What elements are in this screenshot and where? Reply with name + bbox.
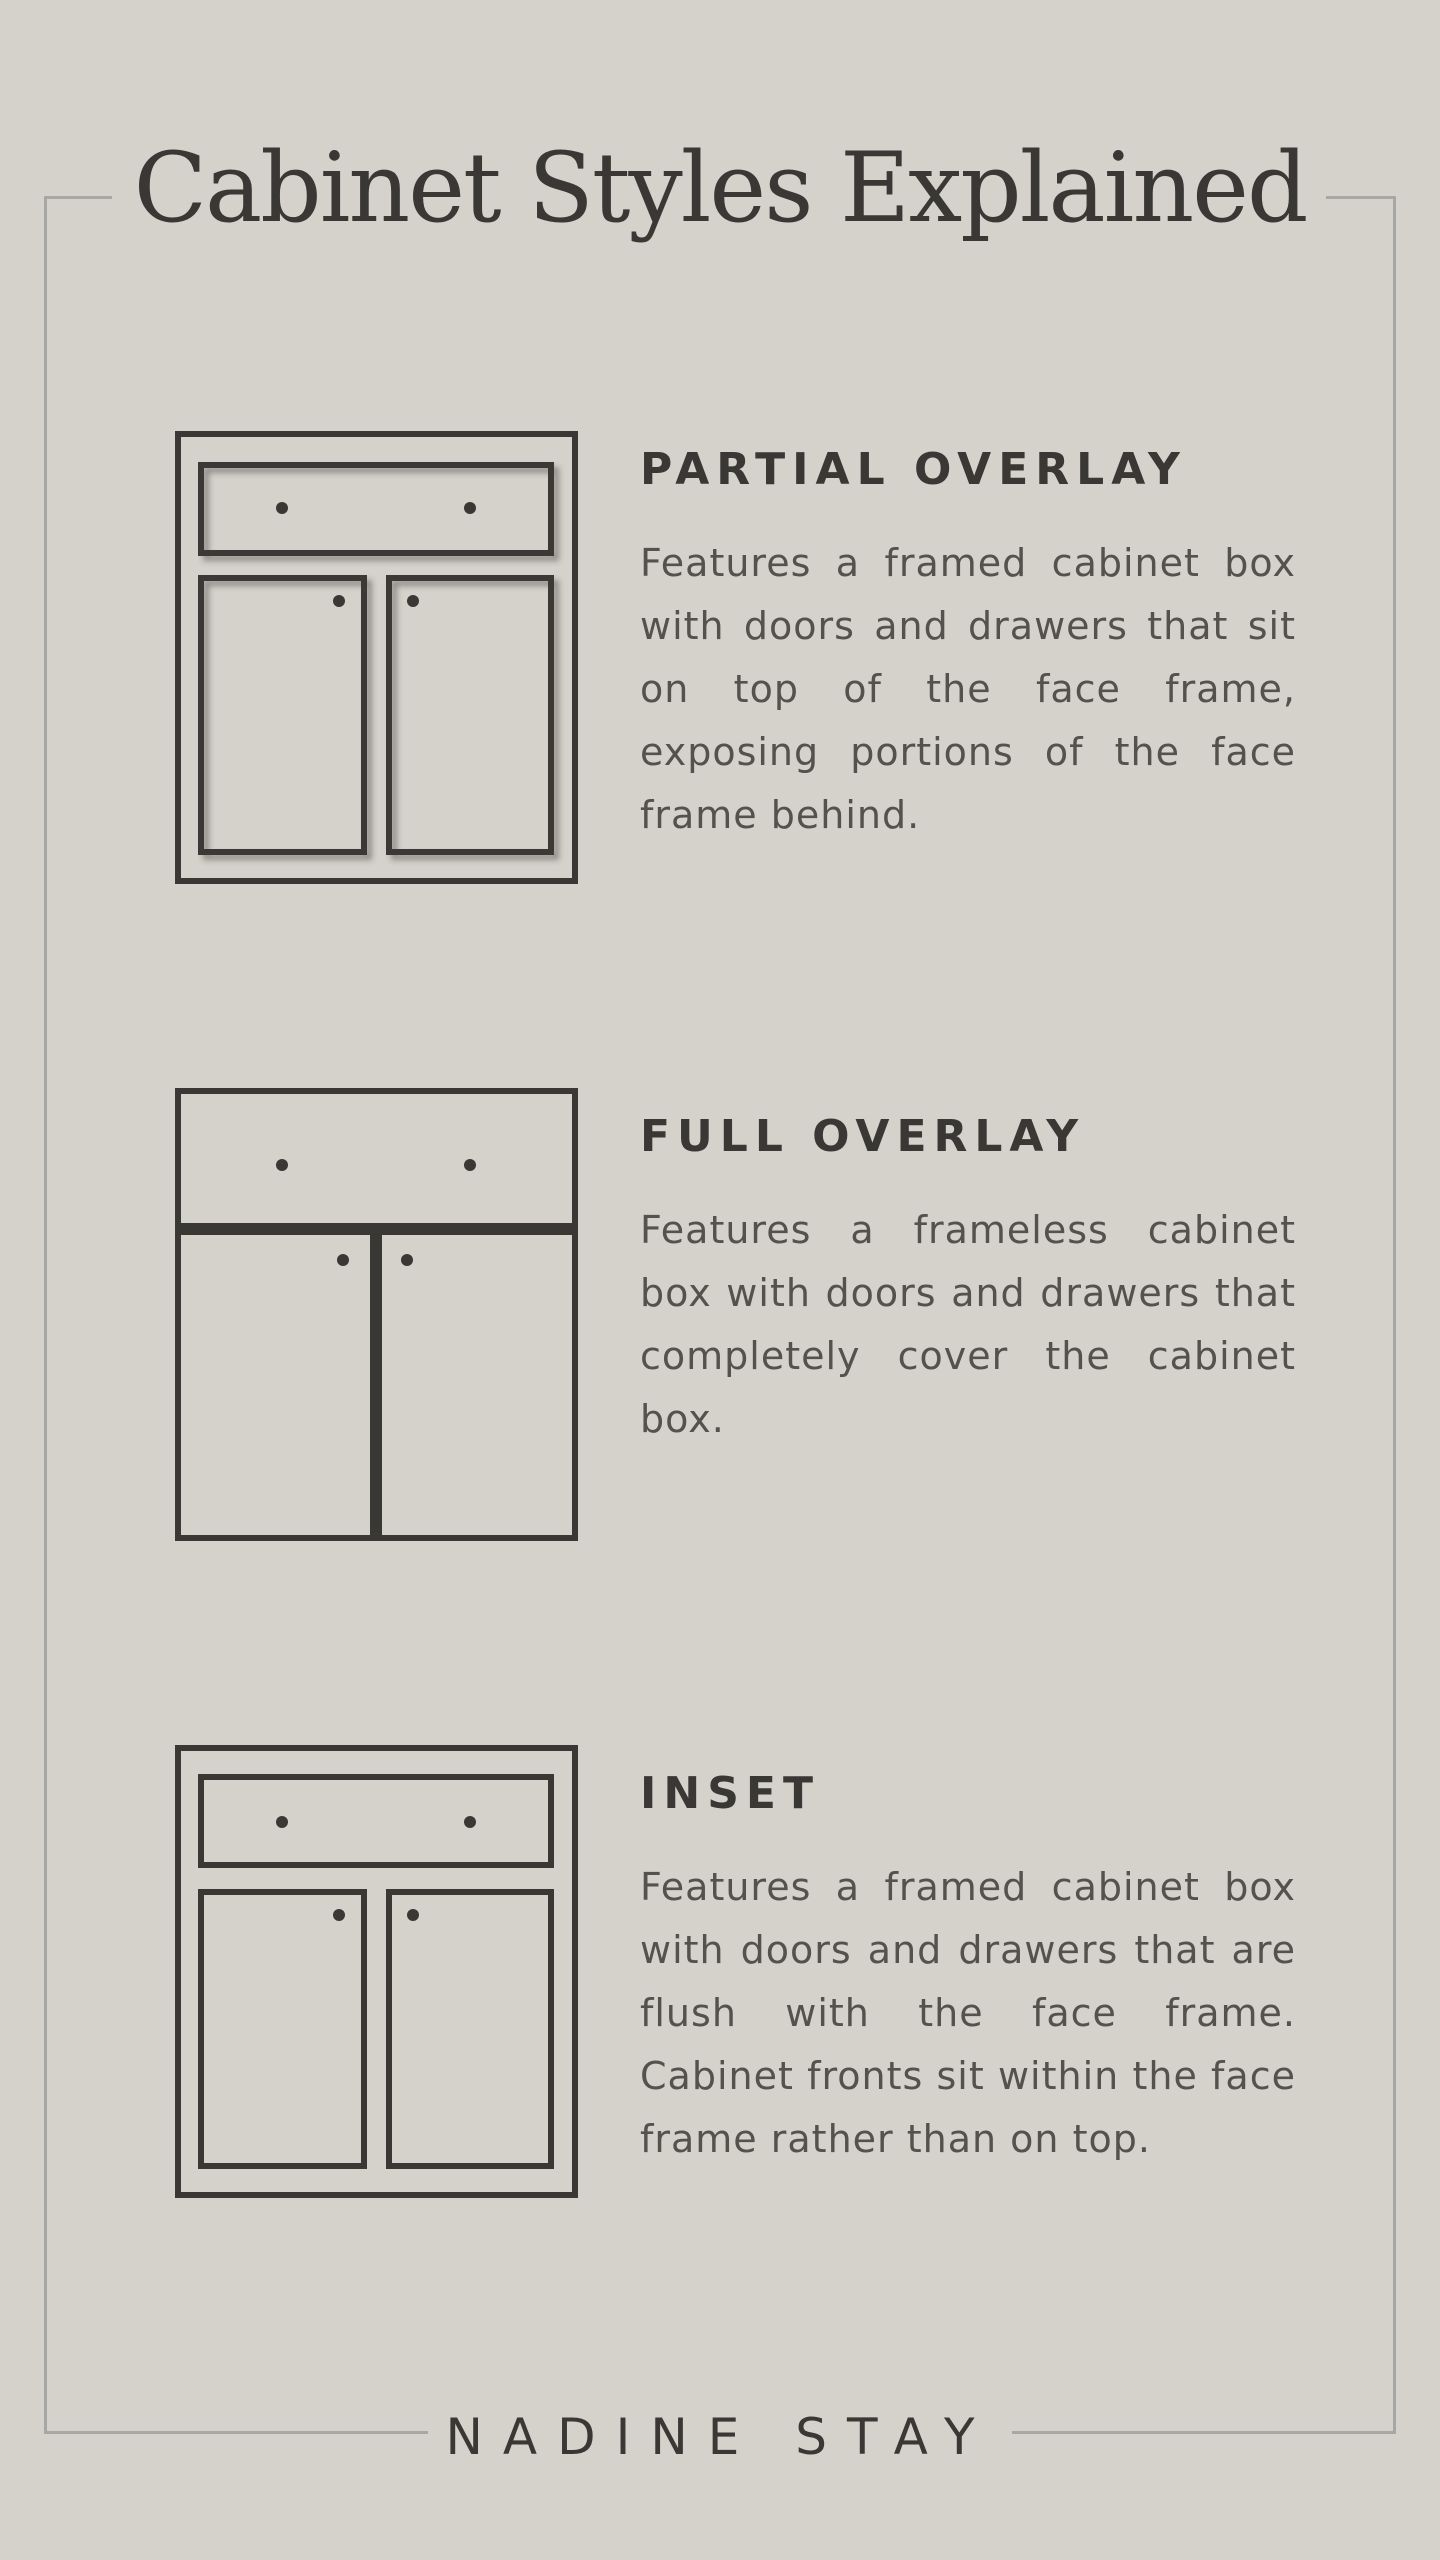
section-heading: INSET <box>640 1768 820 1819</box>
brand-footer: NADINE STAY <box>445 2408 995 2466</box>
partial-overlay-text <box>640 440 1296 847</box>
section-heading: PARTIAL OVERLAY <box>640 444 1187 495</box>
section-description: Features a framed cabinet box with doors and drawers that sit on top of the face frame, exposing portions of the face frame behind. <box>640 541 1296 837</box>
frame-left <box>44 196 47 2434</box>
frame-right <box>1393 196 1396 2434</box>
full-overlay-text <box>640 1107 1296 1451</box>
partial-overlay-cabinet-illustration <box>175 430 580 885</box>
inset-cabinet-illustration <box>175 1744 580 2199</box>
section-description: Features a frameless cabinet box with doors and drawers that completely cover the cabinet box. <box>640 1208 1296 1441</box>
section-description: Features a framed cabinet box with doors and drawers that are flush with the face frame. Cabinet fronts sit within the face frame rather than on top. <box>640 1865 1296 2161</box>
full-overlay-cabinet-illustration <box>175 1087 580 1542</box>
inset-text <box>640 1764 1296 2171</box>
page-title: Cabinet Styles Explained <box>133 132 1307 244</box>
section-heading: FULL OVERLAY <box>640 1111 1086 1162</box>
